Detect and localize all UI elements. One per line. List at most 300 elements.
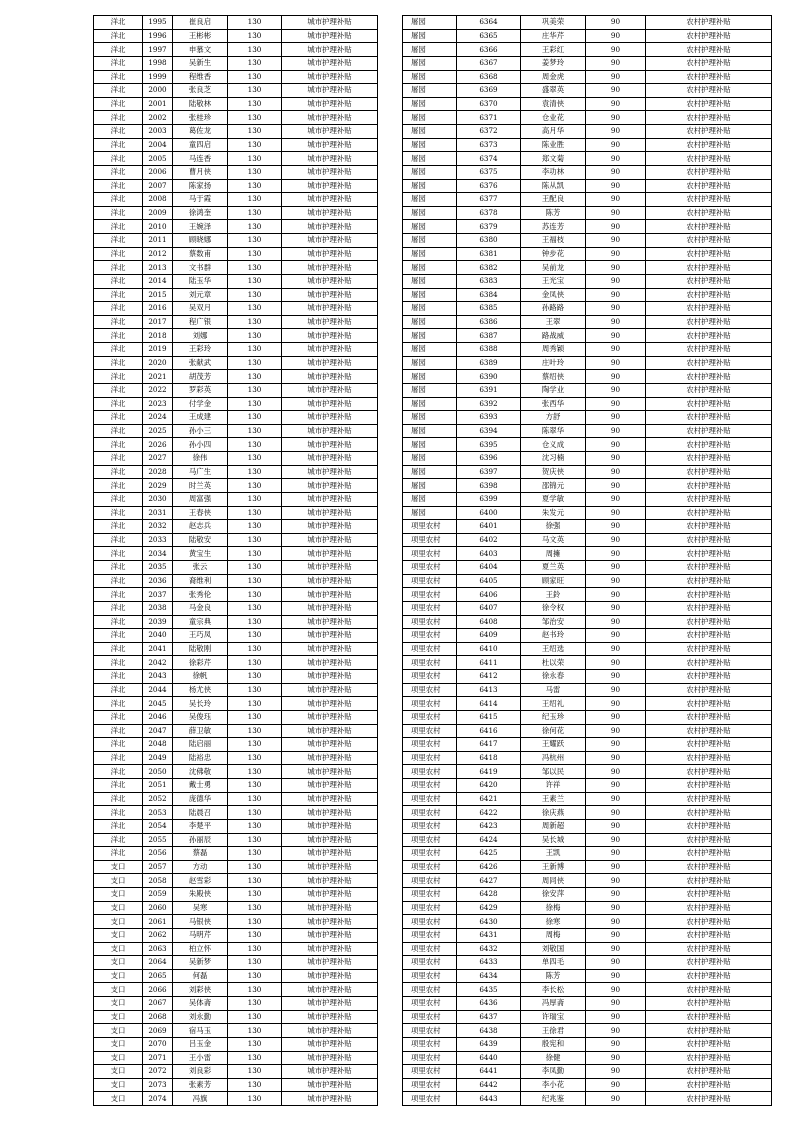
region-cell: 屠园: [403, 152, 457, 166]
region-cell: 支口: [94, 874, 143, 888]
subsidy-type-cell: 农村护理补贴: [646, 942, 772, 956]
amount-cell: 130: [228, 997, 282, 1011]
name-cell: 戴士勇: [173, 779, 228, 793]
amount-cell: 90: [586, 302, 646, 316]
name-cell: 巩美荣: [521, 16, 586, 30]
subsidy-type-cell: 城市护理补贴: [282, 97, 378, 111]
region-cell: 洋北: [94, 520, 143, 534]
subsidy-type-cell: 农村护理补贴: [646, 70, 772, 84]
amount-cell: 90: [586, 860, 646, 874]
region-cell: 洋北: [94, 561, 143, 575]
number-cell: 1997: [143, 43, 173, 57]
amount-cell: 130: [228, 138, 282, 152]
table-row: [403, 247, 772, 261]
region-cell: 洋北: [94, 533, 143, 547]
name-cell: 刘良彩: [173, 1065, 228, 1079]
name-cell: 王绍礼: [521, 697, 586, 711]
region-cell: 洋北: [94, 601, 143, 615]
subsidy-type-cell: 城市护理补贴: [282, 315, 378, 329]
subsidy-type-cell: 农村护理补贴: [646, 274, 772, 288]
subsidy-type-cell: 城市护理补贴: [282, 1092, 378, 1106]
number-cell: 6368: [457, 70, 521, 84]
amount-cell: 90: [586, 779, 646, 793]
subsidy-type-cell: 城市护理补贴: [282, 356, 378, 370]
subsidy-type-cell: 农村护理补贴: [646, 84, 772, 98]
name-cell: 马银侠: [173, 915, 228, 929]
region-cell: 屠园: [403, 220, 457, 234]
name-cell: 路战威: [521, 329, 586, 343]
region-cell: 项里农村: [403, 874, 457, 888]
amount-cell: 90: [586, 165, 646, 179]
table-row: [403, 424, 772, 438]
subsidy-type-cell: 农村护理补贴: [646, 411, 772, 425]
table-row: [94, 356, 378, 370]
subsidy-type-cell: 农村护理补贴: [646, 738, 772, 752]
region-cell: 项里农村: [403, 983, 457, 997]
amount-cell: 90: [586, 479, 646, 493]
table-row: [403, 288, 772, 302]
name-cell: 刘彩侠: [173, 983, 228, 997]
region-cell: 屠园: [403, 411, 457, 425]
region-cell: 洋北: [94, 397, 143, 411]
subsidy-type-cell: 农村护理补贴: [646, 656, 772, 670]
subsidy-type-cell: 城市护理补贴: [282, 697, 378, 711]
table-row: [403, 1010, 772, 1024]
subsidy-type-cell: 农村护理补贴: [646, 642, 772, 656]
table-row: [403, 506, 772, 520]
number-cell: 2034: [143, 547, 173, 561]
subsidy-type-cell: 农村护理补贴: [646, 888, 772, 902]
name-cell: 徐寒: [521, 915, 586, 929]
subsidy-type-cell: 城市护理补贴: [282, 1024, 378, 1038]
subsidy-type-cell: 城市护理补贴: [282, 942, 378, 956]
name-cell: 许祥: [521, 779, 586, 793]
subsidy-type-cell: 农村护理补贴: [646, 615, 772, 629]
number-cell: 2045: [143, 697, 173, 711]
region-cell: 洋北: [94, 16, 143, 30]
name-cell: 沈习楠: [521, 452, 586, 466]
amount-cell: 90: [586, 956, 646, 970]
number-cell: 2040: [143, 629, 173, 643]
region-cell: 支口: [94, 969, 143, 983]
number-cell: 2017: [143, 315, 173, 329]
amount-cell: 130: [228, 710, 282, 724]
table-row: [94, 642, 378, 656]
number-cell: 2007: [143, 179, 173, 193]
table-row: [94, 247, 378, 261]
region-cell: 洋北: [94, 315, 143, 329]
name-cell: 庄叶玲: [521, 356, 586, 370]
region-cell: 洋北: [94, 751, 143, 765]
amount-cell: 130: [228, 901, 282, 915]
number-cell: 2048: [143, 738, 173, 752]
subsidy-type-cell: 农村护理补贴: [646, 261, 772, 275]
number-cell: 2064: [143, 956, 173, 970]
table-row: [403, 397, 772, 411]
number-cell: 6387: [457, 329, 521, 343]
amount-cell: 90: [586, 383, 646, 397]
number-cell: 6385: [457, 302, 521, 316]
subsidy-type-cell: 农村护理补贴: [646, 956, 772, 970]
table-row: [403, 97, 772, 111]
name-cell: 张素芳: [173, 1078, 228, 1092]
amount-cell: 90: [586, 1092, 646, 1106]
name-cell: 吴体斋: [173, 997, 228, 1011]
subsidy-type-cell: 城市护理补贴: [282, 1037, 378, 1051]
amount-cell: 130: [228, 588, 282, 602]
subsidy-type-cell: 农村护理补贴: [646, 1065, 772, 1079]
table-row: [94, 806, 378, 820]
name-cell: 张桂珍: [173, 111, 228, 125]
subsidy-type-cell: 农村护理补贴: [646, 847, 772, 861]
region-cell: 项里农村: [403, 1037, 457, 1051]
number-cell: 6382: [457, 261, 521, 275]
subsidy-type-cell: 农村护理补贴: [646, 533, 772, 547]
name-cell: 陆敬安: [173, 533, 228, 547]
number-cell: 6427: [457, 874, 521, 888]
table-row: [403, 683, 772, 697]
number-cell: 2035: [143, 561, 173, 575]
table-row: [403, 315, 772, 329]
region-cell: 洋北: [94, 574, 143, 588]
name-cell: 孙小三: [173, 424, 228, 438]
region-cell: 屠园: [403, 43, 457, 57]
region-cell: 洋北: [94, 724, 143, 738]
number-cell: 6417: [457, 738, 521, 752]
name-cell: 徐何花: [521, 724, 586, 738]
amount-cell: 130: [228, 506, 282, 520]
name-cell: 徐永春: [521, 670, 586, 684]
number-cell: 2009: [143, 206, 173, 220]
name-cell: 纪玉珍: [521, 710, 586, 724]
name-cell: 吴前龙: [521, 261, 586, 275]
subsidy-type-cell: 城市护理补贴: [282, 206, 378, 220]
table-row: [94, 670, 378, 684]
number-cell: 6398: [457, 479, 521, 493]
number-cell: 6365: [457, 29, 521, 43]
number-cell: 2024: [143, 411, 173, 425]
number-cell: 2022: [143, 383, 173, 397]
number-cell: 2033: [143, 533, 173, 547]
table-row: [94, 601, 378, 615]
amount-cell: 130: [228, 629, 282, 643]
name-cell: 罗彩英: [173, 383, 228, 397]
name-cell: 赵雪彩: [173, 874, 228, 888]
subsidy-type-cell: 城市护理补贴: [282, 997, 378, 1011]
name-cell: 付学金: [173, 397, 228, 411]
table-row: [94, 847, 378, 861]
number-cell: 6391: [457, 383, 521, 397]
name-cell: 高月华: [521, 125, 586, 139]
table-row: [94, 274, 378, 288]
region-cell: 项里农村: [403, 588, 457, 602]
region-cell: 洋北: [94, 261, 143, 275]
name-cell: 吴寒: [173, 901, 228, 915]
subsidy-type-cell: 农村护理补贴: [646, 138, 772, 152]
table-row: [403, 738, 772, 752]
subsidy-type-cell: 城市护理补贴: [282, 847, 378, 861]
name-cell: 童宗典: [173, 615, 228, 629]
subsidy-type-cell: 农村护理补贴: [646, 1024, 772, 1038]
subsidy-type-cell: 城市护理补贴: [282, 261, 378, 275]
region-cell: 支口: [94, 1051, 143, 1065]
region-cell: 项里农村: [403, 1024, 457, 1038]
region-cell: 洋北: [94, 547, 143, 561]
region-cell: 项里农村: [403, 779, 457, 793]
name-cell: 王春侠: [173, 506, 228, 520]
name-cell: 许瑞宝: [521, 1010, 586, 1024]
subsidy-type-cell: 城市护理补贴: [282, 629, 378, 643]
subsidy-type-cell: 农村护理补贴: [646, 928, 772, 942]
amount-cell: 130: [228, 329, 282, 343]
name-cell: 马金良: [173, 601, 228, 615]
region-cell: 项里农村: [403, 901, 457, 915]
table-row: [94, 874, 378, 888]
table-row: [403, 697, 772, 711]
name-cell: 邹治安: [521, 615, 586, 629]
region-cell: 洋北: [94, 806, 143, 820]
name-cell: 宿马玉: [173, 1024, 228, 1038]
name-cell: 文书群: [173, 261, 228, 275]
table-row: [94, 683, 378, 697]
region-cell: 洋北: [94, 452, 143, 466]
table-row: [94, 765, 378, 779]
region-cell: 洋北: [94, 274, 143, 288]
number-cell: 6384: [457, 288, 521, 302]
table-row: [94, 533, 378, 547]
number-cell: 2006: [143, 165, 173, 179]
region-cell: 项里农村: [403, 683, 457, 697]
region-cell: 洋北: [94, 288, 143, 302]
amount-cell: 130: [228, 302, 282, 316]
subsidy-type-cell: 城市护理补贴: [282, 833, 378, 847]
name-cell: 徐强: [521, 520, 586, 534]
subsidy-type-cell: 农村护理补贴: [646, 901, 772, 915]
number-cell: 6400: [457, 506, 521, 520]
region-cell: 项里农村: [403, 642, 457, 656]
amount-cell: 130: [228, 969, 282, 983]
number-cell: 2030: [143, 492, 173, 506]
region-cell: 洋北: [94, 779, 143, 793]
amount-cell: 90: [586, 220, 646, 234]
amount-cell: 90: [586, 656, 646, 670]
amount-cell: 130: [228, 356, 282, 370]
subsidy-type-cell: 农村护理补贴: [646, 343, 772, 357]
region-cell: 项里农村: [403, 997, 457, 1011]
table-row: [403, 656, 772, 670]
name-cell: 庄华芹: [521, 29, 586, 43]
subsidy-type-cell: 农村护理补贴: [646, 819, 772, 833]
name-cell: 夏学敏: [521, 492, 586, 506]
number-cell: 1996: [143, 29, 173, 43]
amount-cell: 90: [586, 84, 646, 98]
table-row: [403, 465, 772, 479]
amount-cell: 90: [586, 724, 646, 738]
table-row: [403, 84, 772, 98]
table-row: [94, 193, 378, 207]
number-cell: 6421: [457, 792, 521, 806]
region-cell: 屠园: [403, 97, 457, 111]
subsidy-type-cell: 城市护理补贴: [282, 220, 378, 234]
amount-cell: 130: [228, 288, 282, 302]
amount-cell: 130: [228, 1065, 282, 1079]
region-cell: 项里农村: [403, 806, 457, 820]
region-cell: 支口: [94, 1037, 143, 1051]
region-cell: 项里农村: [403, 656, 457, 670]
number-cell: 6381: [457, 247, 521, 261]
amount-cell: 130: [228, 16, 282, 30]
amount-cell: 130: [228, 642, 282, 656]
number-cell: 6366: [457, 43, 521, 57]
number-cell: 6392: [457, 397, 521, 411]
subsidy-type-cell: 城市护理补贴: [282, 383, 378, 397]
name-cell: 黄宝生: [173, 547, 228, 561]
name-cell: 王彩玲: [173, 343, 228, 357]
table-row: [403, 915, 772, 929]
subsidy-type-cell: 城市护理补贴: [282, 819, 378, 833]
amount-cell: 90: [586, 1051, 646, 1065]
table-row: [94, 520, 378, 534]
name-cell: 陈芳: [521, 969, 586, 983]
number-cell: 2027: [143, 452, 173, 466]
name-cell: 邹以民: [521, 765, 586, 779]
amount-cell: 90: [586, 819, 646, 833]
region-cell: 项里农村: [403, 1078, 457, 1092]
region-cell: 项里农村: [403, 915, 457, 929]
region-cell: 支口: [94, 928, 143, 942]
number-cell: 6432: [457, 942, 521, 956]
name-cell: 陶学业: [521, 383, 586, 397]
region-cell: 支口: [94, 1024, 143, 1038]
amount-cell: 130: [228, 411, 282, 425]
subsidy-type-cell: 农村护理补贴: [646, 492, 772, 506]
region-cell: 屠园: [403, 261, 457, 275]
subsidy-type-cell: 城市护理补贴: [282, 438, 378, 452]
subsidy-type-cell: 农村护理补贴: [646, 792, 772, 806]
table-row: [94, 629, 378, 643]
region-cell: 项里农村: [403, 942, 457, 956]
subsidy-type-cell: 农村护理补贴: [646, 779, 772, 793]
table-row: [94, 1037, 378, 1051]
table-row: [403, 179, 772, 193]
amount-cell: 130: [228, 179, 282, 193]
amount-cell: 90: [586, 56, 646, 70]
name-cell: 钟步花: [521, 247, 586, 261]
number-cell: 6428: [457, 888, 521, 902]
table-row: [403, 492, 772, 506]
table-row: [94, 70, 378, 84]
table-row: [403, 860, 772, 874]
table-row: [94, 819, 378, 833]
subsidy-type-cell: 农村护理补贴: [646, 561, 772, 575]
subsidy-type-cell: 农村护理补贴: [646, 683, 772, 697]
subsidy-type-cell: 城市护理补贴: [282, 56, 378, 70]
subsidy-type-cell: 城市护理补贴: [282, 888, 378, 902]
region-cell: 洋北: [94, 411, 143, 425]
number-cell: 6423: [457, 819, 521, 833]
name-cell: 徐鸿奎: [173, 206, 228, 220]
amount-cell: 90: [586, 152, 646, 166]
region-cell: 洋北: [94, 615, 143, 629]
amount-cell: 90: [586, 465, 646, 479]
amount-cell: 130: [228, 533, 282, 547]
number-cell: 6411: [457, 656, 521, 670]
amount-cell: 130: [228, 397, 282, 411]
number-cell: 6408: [457, 615, 521, 629]
subsidy-type-cell: 农村护理补贴: [646, 710, 772, 724]
name-cell: 马连香: [173, 152, 228, 166]
subsidy-type-cell: 城市护理补贴: [282, 506, 378, 520]
number-cell: 1998: [143, 56, 173, 70]
table-row: [403, 547, 772, 561]
name-cell: 王新博: [521, 860, 586, 874]
name-cell: 冯旗: [173, 1092, 228, 1106]
subsidy-type-cell: 城市护理补贴: [282, 520, 378, 534]
number-cell: 6377: [457, 193, 521, 207]
region-cell: 项里农村: [403, 956, 457, 970]
region-cell: 屠园: [403, 492, 457, 506]
region-cell: 洋北: [94, 438, 143, 452]
region-cell: 洋北: [94, 179, 143, 193]
subsidy-type-cell: 城市护理补贴: [282, 765, 378, 779]
amount-cell: 130: [228, 383, 282, 397]
subsidy-type-cell: 城市护理补贴: [282, 1065, 378, 1079]
subsidy-type-cell: 农村护理补贴: [646, 234, 772, 248]
number-cell: 2069: [143, 1024, 173, 1038]
name-cell: 袁清侠: [521, 97, 586, 111]
table-row: [94, 1010, 378, 1024]
name-cell: 王彩红: [521, 43, 586, 57]
number-cell: 6409: [457, 629, 521, 643]
subsidy-type-cell: 农村护理补贴: [646, 29, 772, 43]
name-cell: 纪兆鉴: [521, 1092, 586, 1106]
amount-cell: 90: [586, 683, 646, 697]
table-row: [403, 724, 772, 738]
name-cell: 郑文菊: [521, 152, 586, 166]
region-cell: 屠园: [403, 424, 457, 438]
amount-cell: 130: [228, 847, 282, 861]
subsidy-type-cell: 城市护理补贴: [282, 138, 378, 152]
name-cell: 张良芝: [173, 84, 228, 98]
amount-cell: 130: [228, 697, 282, 711]
name-cell: 杨尤侠: [173, 683, 228, 697]
table-row: [403, 220, 772, 234]
subsidy-type-cell: 城市护理补贴: [282, 724, 378, 738]
amount-cell: 130: [228, 1092, 282, 1106]
subsidy-type-cell: 农村护理补贴: [646, 356, 772, 370]
region-cell: 项里农村: [403, 833, 457, 847]
amount-cell: 90: [586, 424, 646, 438]
table-row: [94, 915, 378, 929]
table-row: [403, 329, 772, 343]
number-cell: 6389: [457, 356, 521, 370]
region-cell: 洋北: [94, 833, 143, 847]
subsidy-type-cell: 农村护理补贴: [646, 247, 772, 261]
region-cell: 屠园: [403, 206, 457, 220]
name-cell: 陆启丽: [173, 738, 228, 752]
region-cell: 项里农村: [403, 792, 457, 806]
amount-cell: 90: [586, 179, 646, 193]
subsidy-type-cell: 城市护理补贴: [282, 479, 378, 493]
table-row: [403, 819, 772, 833]
amount-cell: 90: [586, 915, 646, 929]
name-cell: 仓业花: [521, 111, 586, 125]
table-row: [403, 125, 772, 139]
subsidy-type-cell: 农村护理补贴: [646, 370, 772, 384]
number-cell: 2073: [143, 1078, 173, 1092]
number-cell: 6433: [457, 956, 521, 970]
region-cell: 屠园: [403, 56, 457, 70]
